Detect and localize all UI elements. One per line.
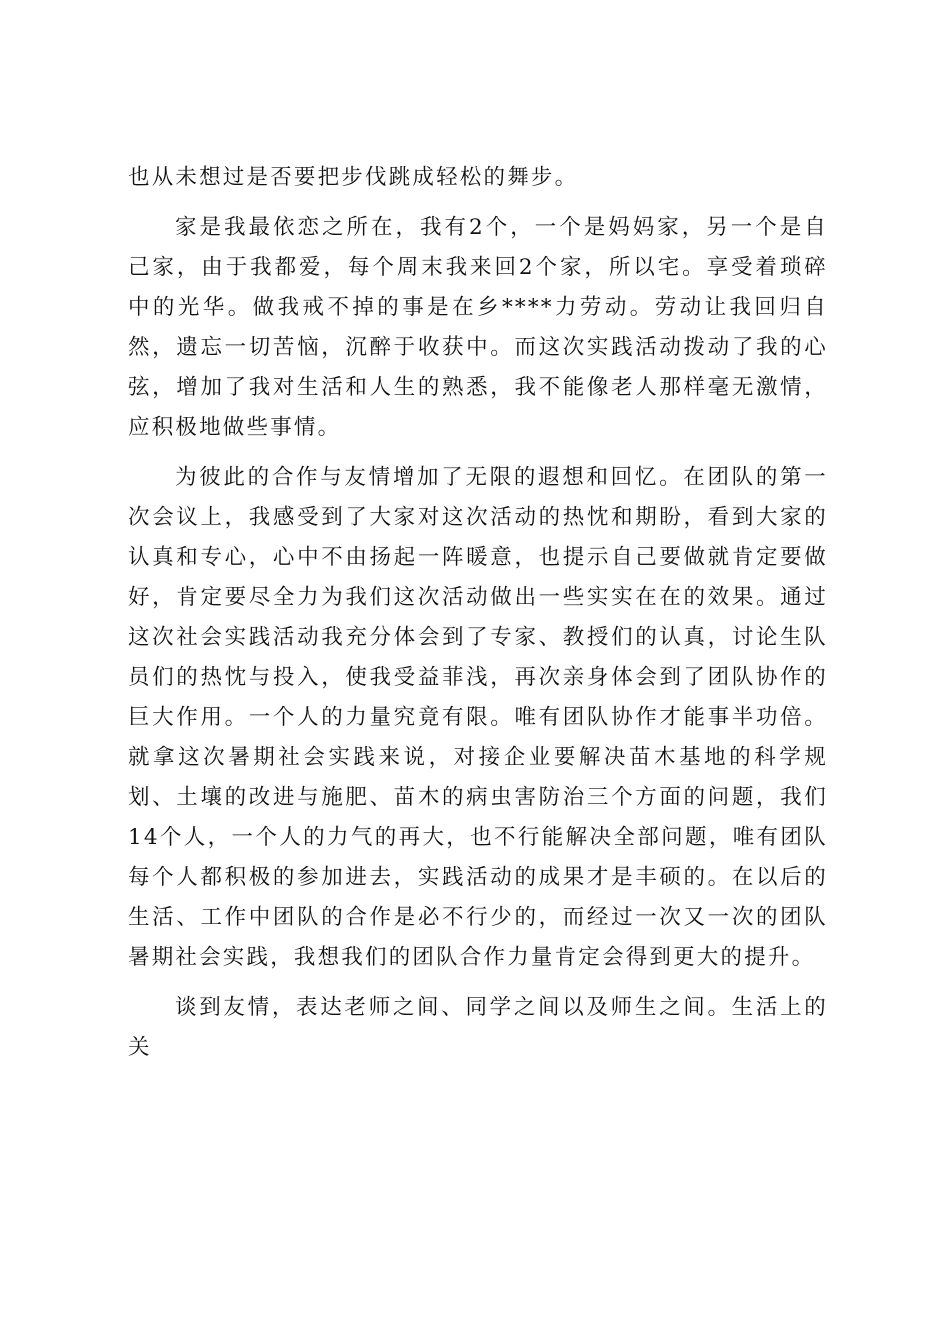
- paragraph-2: 家是我最依恋之所在，我有2个，一个是妈妈家，另一个是自己家，由于我都爱，每个周末我来回2个家，所以宅。享受着琐碎中的光华。做我戒不掉的事是在乡****力劳动。劳动让我回归自然，遗忘一切苦恼，沉醉于收获中。而这次实践活动拨动了我的心弦，增加了我对生活和人生的熟悉，我不能像老人那样毫无激情，应积极地做些事情。: [128, 215, 828, 440]
- paragraph-1: 也从未想过是否要把步伐跳成轻松的舞步。: [128, 165, 579, 190]
- document-body: [128, 158, 828, 1068]
- paragraph-3: 为彼此的合作与友情增加了无限的遐想和回忆。在团队的第一次会议上，我感受到了大家对这次活动的热忱和期盼，看到大家的认真和专心，心中不由扬起一阵暖意，也提示自己要做就肯定要做好，肯定要尽全力为我们这次活动做出一些实实在在的效果。通过这次社会实践活动我充分体会到了专家、教授们的认真，讨论生队员们的热忱与投入，使我受益菲浅，再次亲身体会到了团队协作的巨大作用。一个人的力量究竟有限。唯有团队协作才能事半功倍。就拿这次暑期社会实践来说，对接企业要解决苗木基地的科学规划、土壤的改进与施肥、苗木的病虫害防治三个方面的问题，我们14个人，一个人的力气的再大，也不行能解决全部问题，唯有团队每个人都积极的参加进去，实践活动的成果才是丰硕的。在以后的生活、工作中团队的合作是必不行少的，而经过一次又一次的团队暑期社会实践，我想我们的团队合作力量肯定会得到更大的提升。: [128, 465, 828, 970]
- paragraph-4: 谈到友情，表达老师之间、同学之间以及师生之间。生活上的关: [128, 995, 828, 1060]
